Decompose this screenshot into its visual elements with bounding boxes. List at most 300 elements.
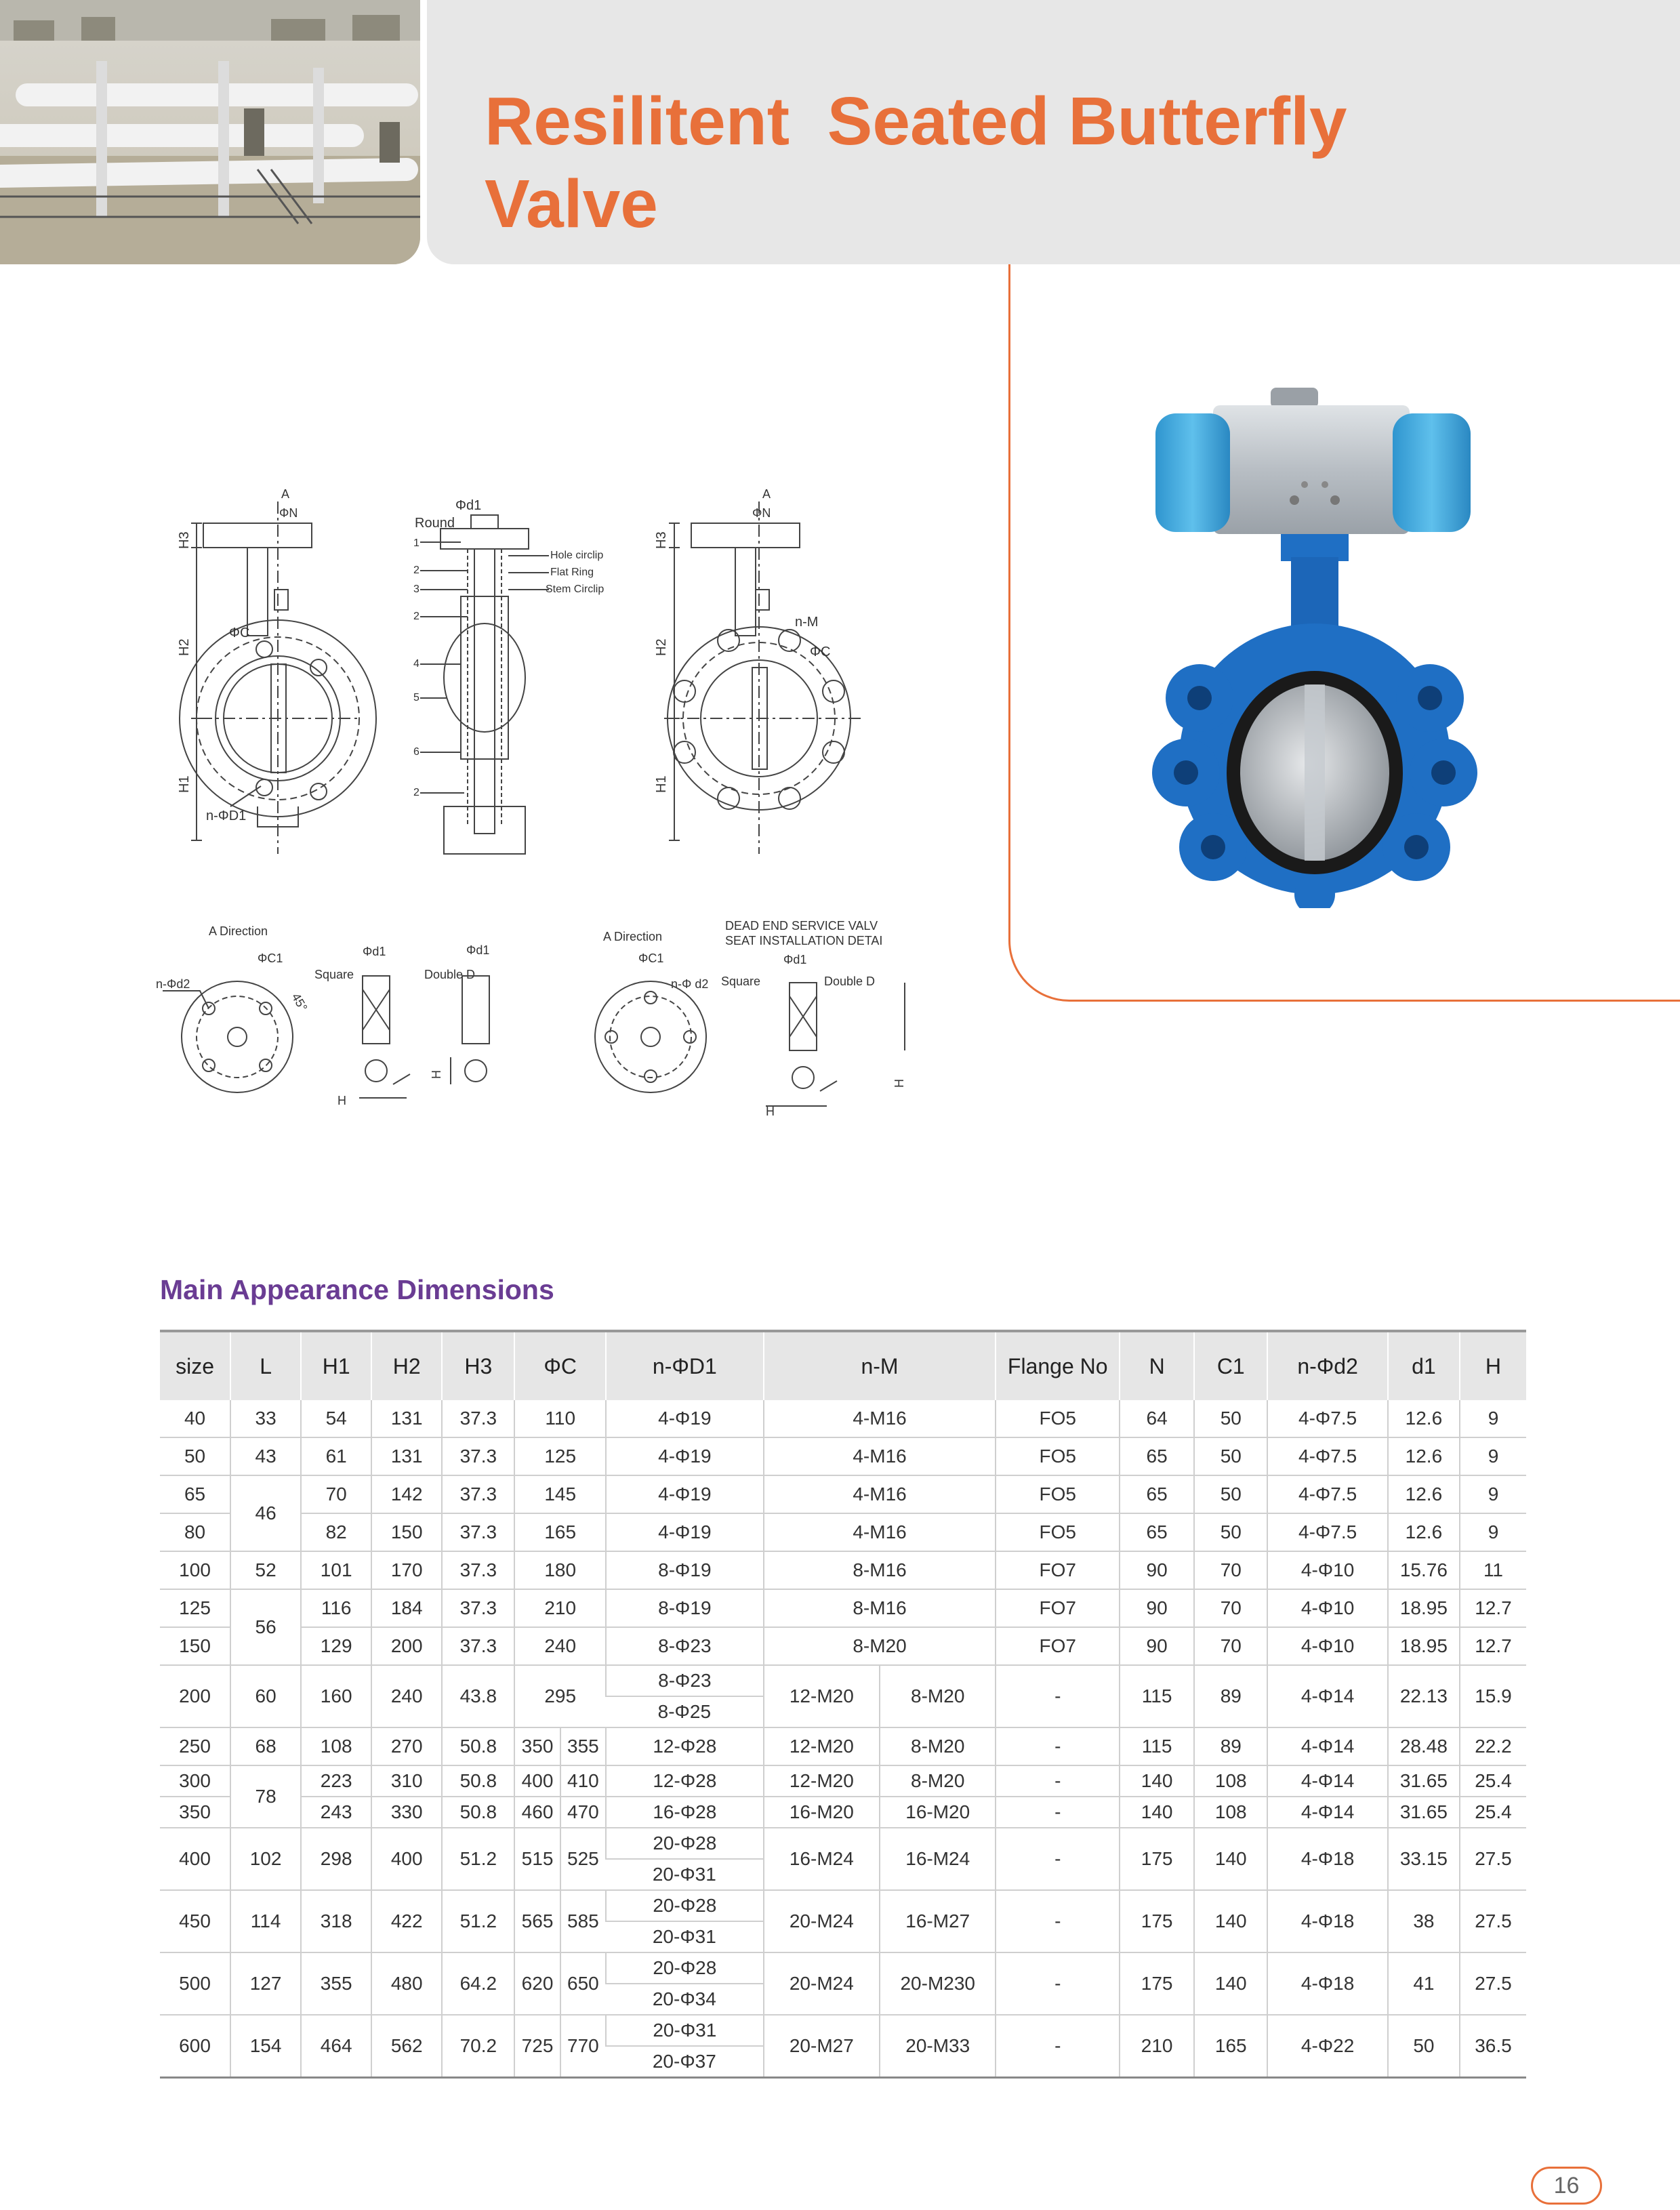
cell: 515 (514, 1828, 560, 1890)
cell: 318 (301, 1890, 371, 1952)
table-row (160, 1437, 1526, 1475)
table-header-row (160, 1331, 1526, 1400)
cell: 37.3 (442, 1437, 514, 1475)
cell: 600 (160, 2015, 230, 2078)
svg-text:3: 3 (413, 584, 419, 595)
cell: 12.6 (1388, 1475, 1460, 1513)
cell: 500 (160, 1952, 230, 2015)
svg-text:n-ΦD1: n-ΦD1 (206, 809, 247, 823)
cell: 4-M16 (764, 1475, 996, 1513)
svg-text:A Direction: A Direction (209, 924, 268, 938)
svg-text:Double D: Double D (424, 968, 476, 981)
cell: - (996, 1952, 1120, 2015)
svg-text:n-M: n-M (795, 615, 819, 630)
svg-text:H: H (766, 1105, 775, 1118)
table-row (160, 1513, 1526, 1551)
cell: 8-Φ19 (606, 1589, 764, 1627)
cell: 110 (514, 1400, 606, 1437)
col-header: H (1460, 1331, 1526, 1400)
cell: 15.9 (1460, 1665, 1526, 1727)
svg-text:H3: H3 (177, 531, 192, 549)
cell: 4-M16 (764, 1513, 996, 1551)
cell: 52 (230, 1551, 301, 1589)
cell: 50 (1194, 1437, 1267, 1475)
svg-text:4: 4 (413, 658, 419, 670)
cell: 70.2 (442, 2015, 514, 2078)
col-header: d1 (1388, 1331, 1460, 1400)
cell: - (996, 1797, 1120, 1828)
svg-text:Φd1: Φd1 (363, 945, 386, 958)
cell: 4-Φ22 (1267, 2015, 1388, 2078)
cell: 160 (301, 1665, 371, 1727)
cell: FO7 (996, 1589, 1120, 1627)
cell: 4-Φ10 (1267, 1551, 1388, 1589)
cell: 4-Φ18 (1267, 1890, 1388, 1952)
col-header: H2 (371, 1331, 442, 1400)
cell: 33.15 (1388, 1828, 1460, 1890)
technical-drawing (149, 474, 976, 1125)
cell: 243 (301, 1797, 371, 1828)
cell: 20-Φ28 (606, 1828, 764, 1859)
cell: 125 (160, 1589, 230, 1627)
cell: 200 (371, 1627, 442, 1665)
svg-text:H: H (893, 1079, 906, 1088)
svg-text:45°: 45° (289, 991, 310, 1014)
cell: 8-M20 (880, 1665, 996, 1727)
cell: 65 (1120, 1475, 1194, 1513)
cell: 90 (1120, 1551, 1194, 1589)
lug-front-view (654, 487, 861, 854)
cell: 43.8 (442, 1665, 514, 1727)
page-title (485, 80, 1347, 245)
svg-text:Φd1: Φd1 (455, 498, 482, 513)
cell: 60 (230, 1665, 301, 1727)
cell: FO5 (996, 1400, 1120, 1437)
cell: 50.8 (442, 1797, 514, 1828)
cell: 16-Φ28 (606, 1797, 764, 1828)
cell: 140 (1120, 1797, 1194, 1828)
col-header: H1 (301, 1331, 371, 1400)
cell: 650 (560, 1952, 606, 2015)
table-row (160, 1627, 1526, 1665)
cell: 154 (230, 2015, 301, 2078)
svg-text:SEAT INSTALLATION DETAI: SEAT INSTALLATION DETAI (725, 934, 883, 947)
cell: 4-M16 (764, 1437, 996, 1475)
cell: 20-Φ28 (606, 1952, 764, 1984)
cell: 56 (230, 1589, 301, 1665)
cell: 129 (301, 1627, 371, 1665)
cell: 50 (160, 1437, 230, 1475)
svg-text:ΦC: ΦC (229, 626, 250, 640)
cell: 12-M20 (764, 1665, 880, 1727)
cell: 240 (371, 1665, 442, 1727)
cell: 101 (301, 1551, 371, 1589)
cell: 9 (1460, 1513, 1526, 1551)
cell: 8-M16 (764, 1589, 996, 1627)
flange-top-view-2 (595, 930, 708, 1092)
cell: 115 (1120, 1727, 1194, 1765)
wafer-front-view (177, 487, 376, 854)
svg-text:Flat Ring: Flat Ring (550, 567, 594, 578)
cell: 140 (1194, 1890, 1267, 1952)
cell: 37.3 (442, 1400, 514, 1437)
cell: FO5 (996, 1475, 1120, 1513)
title-line-1: Resilitent Seated Butterfly (485, 83, 1347, 159)
cell: 140 (1120, 1765, 1194, 1797)
table-row (160, 1890, 1526, 1921)
cell: 50 (1194, 1475, 1267, 1513)
cell: 20-M33 (880, 2015, 996, 2078)
cell: 180 (514, 1551, 606, 1589)
cell: 80 (160, 1513, 230, 1551)
svg-text:A: A (281, 487, 290, 501)
cell: 89 (1194, 1665, 1267, 1727)
svg-text:ΦN: ΦN (279, 506, 298, 520)
col-header: C1 (1194, 1331, 1267, 1400)
cell: - (996, 1890, 1120, 1952)
cell: 125 (514, 1437, 606, 1475)
cell: 140 (1194, 1828, 1267, 1890)
cell: 20-Φ34 (606, 1984, 764, 2015)
cell: 78 (230, 1765, 301, 1828)
cell: 65 (1120, 1437, 1194, 1475)
svg-text:2: 2 (413, 611, 419, 622)
cell: 422 (371, 1890, 442, 1952)
cell: 70 (1194, 1589, 1267, 1627)
cell: 8-M20 (764, 1627, 996, 1665)
col-header: n-ΦD1 (606, 1331, 764, 1400)
cell: 20-M24 (764, 1952, 880, 2015)
cell: 11 (1460, 1551, 1526, 1589)
cell: 37.3 (442, 1513, 514, 1551)
cell: 20-Φ31 (606, 2015, 764, 2046)
col-header: Flange No (996, 1331, 1120, 1400)
section-heading: Main Appearance Dimensions (160, 1274, 554, 1305)
cell: 51.2 (442, 1890, 514, 1952)
svg-text:DEAD END SERVICE VALV: DEAD END SERVICE VALV (725, 919, 878, 933)
cell: 400 (514, 1765, 560, 1797)
cell: 70 (301, 1475, 371, 1513)
cell: 46 (230, 1475, 301, 1551)
cell: - (996, 1828, 1120, 1890)
cell: 20-M27 (764, 2015, 880, 2078)
cell: 68 (230, 1727, 301, 1765)
cell: 585 (560, 1890, 606, 1952)
col-header: H3 (442, 1331, 514, 1400)
cell: 240 (514, 1627, 606, 1665)
flange-top-view-1 (156, 924, 310, 1092)
svg-text:H1: H1 (654, 775, 669, 793)
cell: 90 (1120, 1627, 1194, 1665)
cell: 4-M16 (764, 1400, 996, 1437)
cell: 31.65 (1388, 1765, 1460, 1797)
cell: 4-Φ7.5 (1267, 1513, 1388, 1551)
dimensions-table (160, 1330, 1526, 2079)
cell: 31.65 (1388, 1797, 1460, 1828)
cell: 20-Φ28 (606, 1890, 764, 1921)
cell: 150 (371, 1513, 442, 1551)
valve-photo (1152, 380, 1477, 908)
valve-cross-section (413, 498, 604, 854)
cell: 12-Φ28 (606, 1765, 764, 1797)
cell: 8-M20 (880, 1727, 996, 1765)
industrial-plant-photo (0, 0, 420, 264)
cell: - (996, 1727, 1120, 1765)
cell: 37.3 (442, 1627, 514, 1665)
cell: 16-M20 (880, 1797, 996, 1828)
cell: 51.2 (442, 1828, 514, 1890)
cell: 16-M27 (880, 1890, 996, 1952)
cell: 127 (230, 1952, 301, 2015)
cell: 65 (1120, 1513, 1194, 1551)
svg-text:Double D: Double D (824, 975, 876, 988)
cell: 562 (371, 2015, 442, 2078)
cell: 20-Φ37 (606, 2046, 764, 2078)
cell: 150 (160, 1627, 230, 1665)
cell: - (996, 1665, 1120, 1727)
cell: 12-Φ28 (606, 1727, 764, 1765)
cell: 4-Φ19 (606, 1513, 764, 1551)
table-row (160, 1828, 1526, 1859)
cell: 36.5 (1460, 2015, 1526, 2078)
cell: 9 (1460, 1437, 1526, 1475)
cell: 350 (514, 1727, 560, 1765)
cell: 50.8 (442, 1727, 514, 1765)
cell: 175 (1120, 1890, 1194, 1952)
cell: 25.4 (1460, 1765, 1526, 1797)
cell: 90 (1120, 1589, 1194, 1627)
cell: 4-Φ18 (1267, 1952, 1388, 2015)
cell: 20-Φ31 (606, 1859, 764, 1890)
cell: 250 (160, 1727, 230, 1765)
cell: 295 (514, 1665, 606, 1727)
cell: 298 (301, 1828, 371, 1890)
col-header: n-Φd2 (1267, 1331, 1388, 1400)
cell: 464 (301, 2015, 371, 2078)
cell: 15.76 (1388, 1551, 1460, 1589)
cell: 620 (514, 1952, 560, 2015)
svg-text:Hole circlip: Hole circlip (550, 550, 604, 561)
cell: 89 (1194, 1727, 1267, 1765)
svg-text:ΦC1: ΦC1 (258, 951, 283, 965)
svg-text:ΦC: ΦC (810, 644, 831, 659)
table-row (160, 1665, 1526, 1696)
cell: 54 (301, 1400, 371, 1437)
cell: 50.8 (442, 1765, 514, 1797)
cell: 165 (1194, 2015, 1267, 2078)
cell: 27.5 (1460, 1890, 1526, 1952)
cell: 725 (514, 2015, 560, 2078)
cell: 82 (301, 1513, 371, 1551)
table-row (160, 1765, 1526, 1797)
cell: 20-Φ31 (606, 1921, 764, 1952)
cell: - (996, 2015, 1120, 2078)
cell: 4-Φ10 (1267, 1627, 1388, 1665)
cell: 4-Φ7.5 (1267, 1400, 1388, 1437)
cell: 8-Φ19 (606, 1551, 764, 1589)
cell: - (996, 1765, 1120, 1797)
cell: 460 (514, 1797, 560, 1828)
cell: 355 (560, 1727, 606, 1765)
cell: 8-M20 (880, 1765, 996, 1797)
cell: 43 (230, 1437, 301, 1475)
cell: 12.6 (1388, 1513, 1460, 1551)
cell: 355 (301, 1952, 371, 2015)
svg-text:Round: Round (415, 516, 455, 531)
cell: 18.95 (1388, 1589, 1460, 1627)
cell: 12.6 (1388, 1400, 1460, 1437)
cell: 64 (1120, 1400, 1194, 1437)
svg-text:H: H (430, 1070, 443, 1079)
svg-text:n-Φd2: n-Φd2 (156, 977, 190, 991)
cell: 4-Φ7.5 (1267, 1437, 1388, 1475)
stem-square-detail (314, 945, 410, 1107)
cell: 33 (230, 1400, 301, 1437)
cell: 210 (514, 1589, 606, 1627)
cell: 50 (1388, 2015, 1460, 2078)
table-row (160, 1400, 1526, 1437)
cell: 38 (1388, 1890, 1460, 1952)
page-number: 16 (1531, 2167, 1602, 2205)
cell: 4-Φ7.5 (1267, 1475, 1388, 1513)
cell: FO7 (996, 1627, 1120, 1665)
svg-text:A Direction: A Direction (603, 930, 663, 943)
cell: 41 (1388, 1952, 1460, 2015)
cell: FO7 (996, 1551, 1120, 1589)
cell: 4-Φ14 (1267, 1797, 1388, 1828)
table-row (160, 1475, 1526, 1513)
cell: 37.3 (442, 1589, 514, 1627)
cell: 16-M24 (764, 1828, 880, 1890)
title-line-2: Valve (485, 166, 658, 242)
svg-text:Stem Circlip: Stem Circlip (546, 584, 605, 595)
cell: 16-M20 (764, 1797, 880, 1828)
cell: FO5 (996, 1513, 1120, 1551)
cell: 4-Φ10 (1267, 1589, 1388, 1627)
cell: 4-Φ14 (1267, 1665, 1388, 1727)
cell: 108 (301, 1727, 371, 1765)
svg-text:1: 1 (413, 537, 419, 549)
cell: 28.48 (1388, 1727, 1460, 1765)
cell: 350 (160, 1797, 230, 1828)
svg-text:n-Φ d2: n-Φ d2 (671, 977, 709, 991)
cell: 770 (560, 2015, 606, 2078)
cell: 470 (560, 1797, 606, 1828)
cell: 20-M230 (880, 1952, 996, 2015)
cell: 27.5 (1460, 1952, 1526, 2015)
cell: 108 (1194, 1797, 1267, 1828)
cell: 330 (371, 1797, 442, 1828)
svg-text:Square: Square (314, 968, 354, 981)
cell: 525 (560, 1828, 606, 1890)
col-header: N (1120, 1331, 1194, 1400)
cell: 70 (1194, 1551, 1267, 1589)
svg-text:H2: H2 (654, 638, 669, 656)
col-header: L (230, 1331, 301, 1400)
cell: 64.2 (442, 1952, 514, 2015)
cell: 12.7 (1460, 1627, 1526, 1665)
table-row (160, 1589, 1526, 1627)
cell: 70 (1194, 1627, 1267, 1665)
cell: 4-Φ19 (606, 1437, 764, 1475)
cell: 140 (1194, 1952, 1267, 2015)
cell: 145 (514, 1475, 606, 1513)
cell: 8-Φ23 (606, 1665, 764, 1696)
cell: 12-M20 (764, 1765, 880, 1797)
cell: 450 (160, 1890, 230, 1952)
svg-text:H3: H3 (654, 531, 669, 549)
cell: 4-Φ19 (606, 1475, 764, 1513)
svg-text:2: 2 (413, 787, 419, 798)
col-header: size (160, 1331, 230, 1400)
cell: 37.3 (442, 1551, 514, 1589)
svg-text:H1: H1 (177, 775, 192, 793)
svg-text:Φd1: Φd1 (466, 943, 490, 957)
cell: 4-Φ19 (606, 1400, 764, 1437)
table-row (160, 1797, 1526, 1828)
cell: 270 (371, 1727, 442, 1765)
cell: 12.6 (1388, 1437, 1460, 1475)
col-header: n-M (764, 1331, 996, 1400)
svg-text:H2: H2 (177, 638, 192, 656)
cell: 410 (560, 1765, 606, 1797)
cell: 16-M24 (880, 1828, 996, 1890)
table-row (160, 1727, 1526, 1765)
cell: 102 (230, 1828, 301, 1890)
cell: 131 (371, 1437, 442, 1475)
cell: 50 (1194, 1513, 1267, 1551)
cell: 223 (301, 1765, 371, 1797)
cell: 22.2 (1460, 1727, 1526, 1765)
cell: 4-Φ14 (1267, 1727, 1388, 1765)
svg-text:5: 5 (413, 692, 419, 703)
cell: 116 (301, 1589, 371, 1627)
cell: 18.95 (1388, 1627, 1460, 1665)
cell: 108 (1194, 1765, 1267, 1797)
table-row (160, 1952, 1526, 1984)
cell: 27.5 (1460, 1828, 1526, 1890)
cell: 12.7 (1460, 1589, 1526, 1627)
cell: 184 (371, 1589, 442, 1627)
dead-end-detail (721, 919, 906, 1118)
col-header: ΦC (514, 1331, 606, 1400)
cell: 114 (230, 1890, 301, 1952)
cell: 22.13 (1388, 1665, 1460, 1727)
cell: 8-Φ23 (606, 1627, 764, 1665)
cell: 65 (160, 1475, 230, 1513)
cell: 565 (514, 1890, 560, 1952)
table-row (160, 2015, 1526, 2046)
cell: 25.4 (1460, 1797, 1526, 1828)
cell: 175 (1120, 1828, 1194, 1890)
cell: 37.3 (442, 1475, 514, 1513)
cell: 200 (160, 1665, 230, 1727)
cell: 210 (1120, 2015, 1194, 2078)
cell: 50 (1194, 1400, 1267, 1437)
cell: 115 (1120, 1665, 1194, 1727)
cell: 175 (1120, 1952, 1194, 2015)
svg-text:6: 6 (413, 746, 419, 758)
cell: 9 (1460, 1475, 1526, 1513)
cell: 9 (1460, 1400, 1526, 1437)
table-row (160, 1551, 1526, 1589)
svg-text:ΦN: ΦN (752, 506, 771, 520)
cell: 8-M16 (764, 1551, 996, 1589)
cell: 170 (371, 1551, 442, 1589)
cell: 142 (371, 1475, 442, 1513)
stem-double-d-detail (424, 943, 489, 1084)
cell: 4-Φ14 (1267, 1765, 1388, 1797)
